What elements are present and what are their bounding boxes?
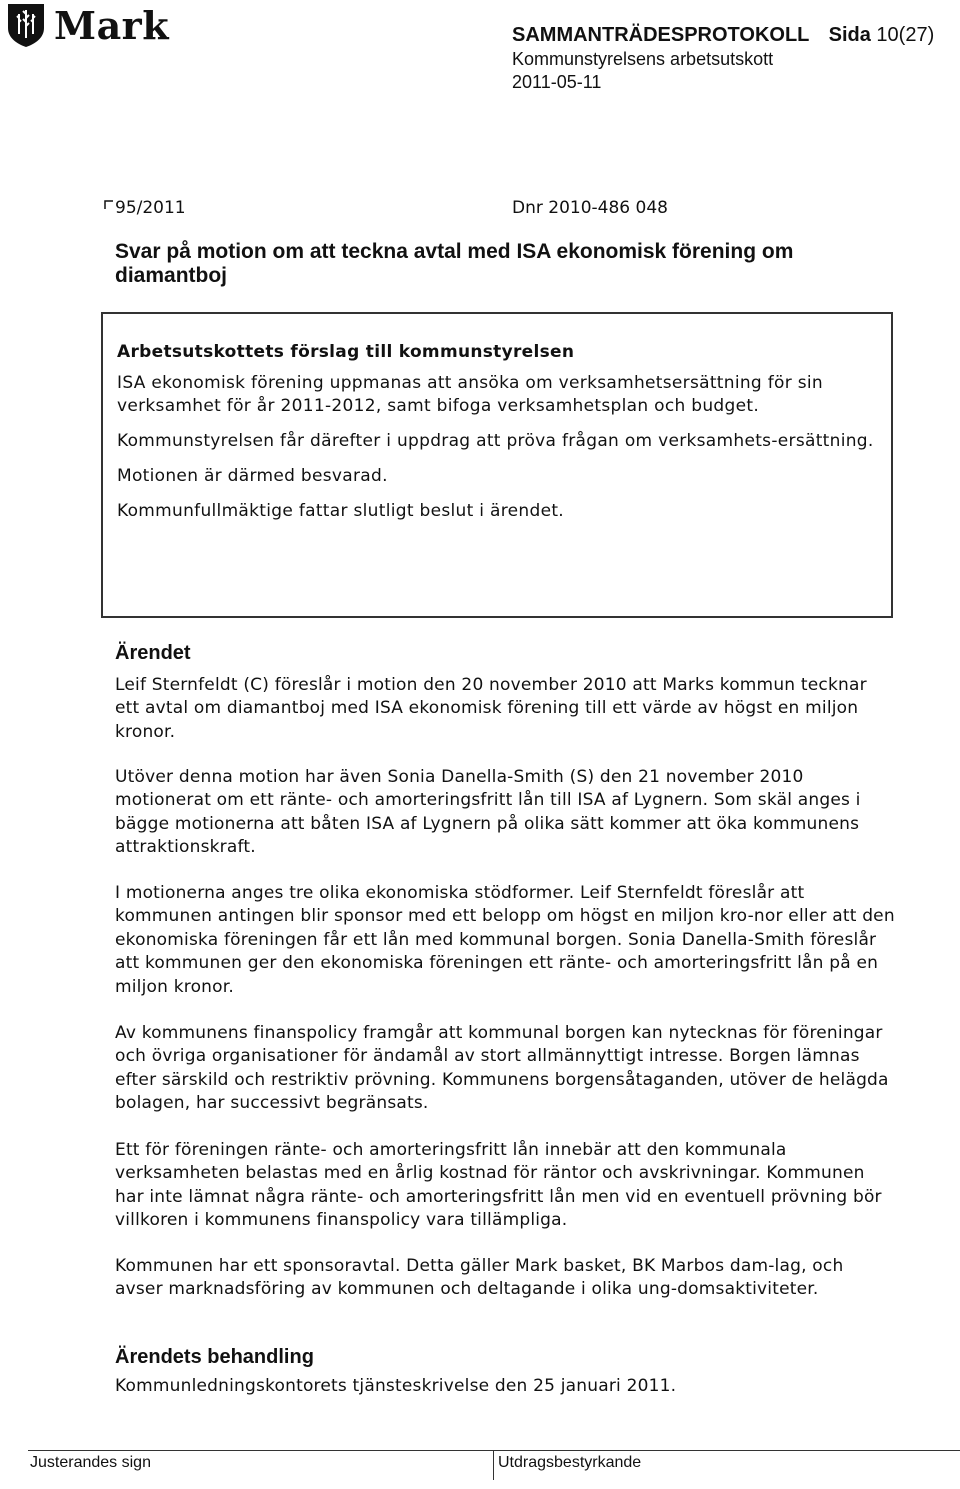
arendet-paragraph-5 [115,1139,895,1233]
doc-type: SAMMANTRÄDESPROTOKOLL [512,24,810,46]
proposal-paragraph: Motionen är därmed besvarad. [117,466,388,486]
behandling-section [115,1346,895,1398]
arendet-section [115,642,895,671]
municipality-logo [6,0,176,50]
arendet-paragraph-3 [115,882,895,999]
body-name: Kommunstyrelsens arbetsutskott [512,49,774,69]
arendet-paragraph-2 [115,766,895,860]
arendet-paragraph-4 [115,1022,895,1116]
section-heading: Ärendet [115,642,191,664]
proposal-paragraph: Kommunstyrelsen får därefter i uppdrag att pröva frågan om verksamhets-ersättning. [117,431,874,451]
corner-mark-icon [104,200,114,210]
body-paragraph: Utöver denna motion har även Sonia Danella-Smith (S) den 21 november 2010 motionerat om ett ränte- och amorteringsfritt lån till ISA af Lygnern. Som skäl anges i bägge motionerna att båten ISA af Lygnern på olika sätt kommer att öka kommunens attraktionskraft. [115,767,861,858]
page-number: 10(27) [876,24,935,46]
signature-field-label: Justerandes sign [30,1454,151,1471]
case-title: Svar på motion om att teckna avtal med ISA ekonomisk förening om diamantboj [115,240,794,287]
case-number: 95/2011 [115,198,186,218]
dnr: Dnr 2010-486 048 [512,198,668,218]
arendet-paragraph-1 [115,674,895,744]
body-paragraph: I motionerna anges tre olika ekonomiska stödformer. Leif Sternfeldt föreslår att kommunen antingen blir sponsor med ett belopp om högst en miljon kro-nor eller att den ekonomiska föreningen får ett lån med kommunal borgen. Sonia Danella-Smith föreslår att kommunen ger den ekonomiska föreningen ett ränte- och amorteringsfritt lån på en miljon kronor. [115,883,895,997]
body-paragraph: Av kommunens finanspolicy framgår att kommunal borgen kan nytecknas för föreningar och övriga organisationer för ändamål av stort allmännyttigt intresse. Borgen lämnas efter särskild och restriktiv prövning. Kommunens borgensåtaganden, utöver de helägda bolagen, har successivt begränsats. [115,1023,889,1114]
body-paragraph: Kommunledningskontorets tjänsteskrivelse den 25 januari 2011. [115,1376,677,1396]
body-paragraph: Kommunen har ett sponsoravtal. Detta gäller Mark basket, BK Marbos dam-lag, och avser marknadsföring av kommunen och deltagande i olika ung-domsaktiviteter. [115,1256,844,1300]
body-paragraph: Ett för föreningen ränte- och amorteringsfritt lån innebär att den kommunala verksamheten belastas med en årlig kostnad för räntor och avskrivningar. Kommunen har inte lämnat några ränte- och amorteringsfritt lån men vid en eventuell prövning bör villkoren i kommunens finanspolicy vara tillämpliga. [115,1140,882,1231]
section-heading: Ärendets behandling [115,1346,314,1368]
proposal-box [101,312,893,618]
document-header [512,24,934,93]
body-paragraph: Leif Sternfeldt (C) föreslår i motion den 20 november 2010 att Marks kommun tecknar ett avtal om diamantboj med ISA ekonomisk förening till ett värde av högst en miljon kronor. [115,675,867,742]
arendet-paragraph-6 [115,1255,895,1302]
certification-field-label: Utdragsbestyrkande [498,1454,642,1471]
proposal-heading: Arbetsutskottets förslag till kommunstyrelsen [117,342,575,362]
proposal-paragraph: ISA ekonomisk förening uppmanas att ansöka om verksamhetsersättning för sin verksamhet för år 2011-2012, samt bifoga verksamhetsplan och budget. [117,373,823,416]
footer-divider [493,1450,494,1480]
coat-of-arms-icon [6,2,46,48]
proposal-paragraph: Kommunfullmäktige fattar slutligt beslut i ärendet. [117,501,564,521]
logo-wordmark: Mark [54,2,170,48]
case-reference [115,198,668,218]
page-label: Sida [828,24,871,46]
meeting-date: 2011-05-11 [512,72,602,92]
footer-rule [28,1450,960,1451]
